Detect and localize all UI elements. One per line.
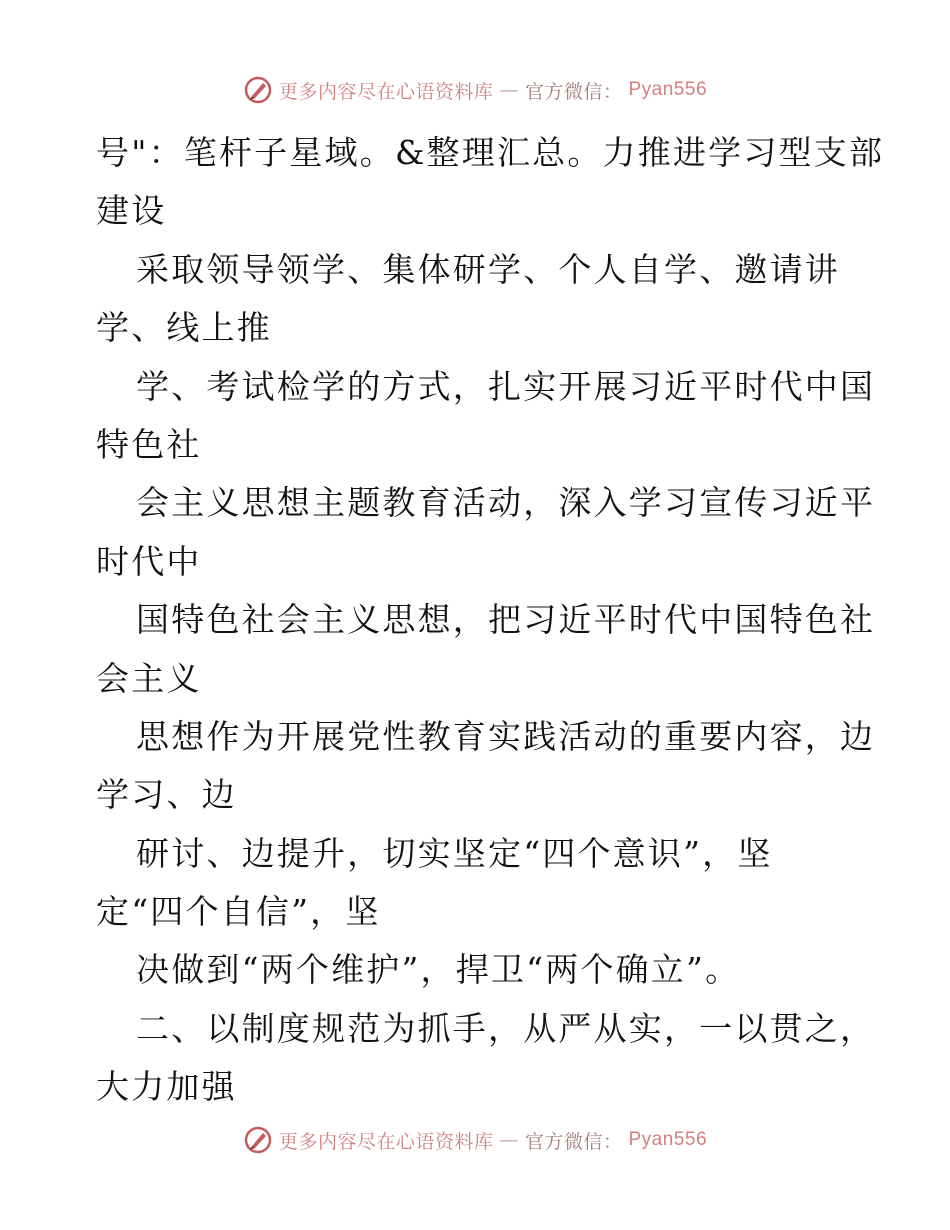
watermark-banner xyxy=(243,75,707,105)
watermark-text: 更多内容尽在心语资料库 xyxy=(278,80,494,103)
watermark-label: 官方微信： xyxy=(524,1130,623,1153)
body-line: 会主义思想主题教育活动，深入学习宣传习近平 xyxy=(136,483,876,523)
body-line: 研讨、边提升，切实坚定“四个意识”，坚 xyxy=(136,833,773,873)
watermark-id: Pyan556 xyxy=(628,1129,708,1150)
body-line: 特色社 xyxy=(96,424,202,464)
body-line: 时代中 xyxy=(96,541,202,581)
watermark-id: Pyan556 xyxy=(628,79,708,100)
watermark-text: 更多内容尽在心语资料库 xyxy=(278,1130,494,1153)
body-line: 国特色社会主义思想，把习近平时代中国特色社 xyxy=(136,600,876,640)
body-line: 建设 xyxy=(96,191,167,231)
pen-logo-icon xyxy=(243,75,273,105)
document-body xyxy=(96,124,885,1117)
body-line: 大力加强 xyxy=(96,1067,237,1107)
body-line: 采取领导领学、集体研学、个人自学、邀请讲 xyxy=(136,249,840,289)
page-footer-watermark xyxy=(0,1120,950,1160)
body-line: 二、以制度规范为抓手，从严从实，一以贯之， xyxy=(136,1008,876,1048)
page-header-watermark xyxy=(0,70,950,110)
watermark-banner xyxy=(243,1125,707,1155)
body-line: 思想作为开展党性教育实践活动的重要内容，边 xyxy=(136,716,876,756)
body-line: 号"：笔杆子星域。&整理汇总。力推进学习型支部 xyxy=(96,133,885,172)
watermark-dash: — xyxy=(499,1129,519,1151)
body-line: 学、考试检学的方式，扎实开展习近平时代中国 xyxy=(136,366,876,406)
body-line: 会主义 xyxy=(96,658,202,698)
body-line: 决做到“两个维护”，捍卫“两个确立”。 xyxy=(136,950,741,990)
watermark-label: 官方微信： xyxy=(524,80,623,103)
body-line: 定“四个自信”，坚 xyxy=(96,892,381,932)
body-line: 学、线上推 xyxy=(96,308,272,348)
watermark-dash: — xyxy=(499,79,519,101)
body-line: 学习、边 xyxy=(96,775,237,815)
pen-logo-icon xyxy=(243,1125,273,1155)
